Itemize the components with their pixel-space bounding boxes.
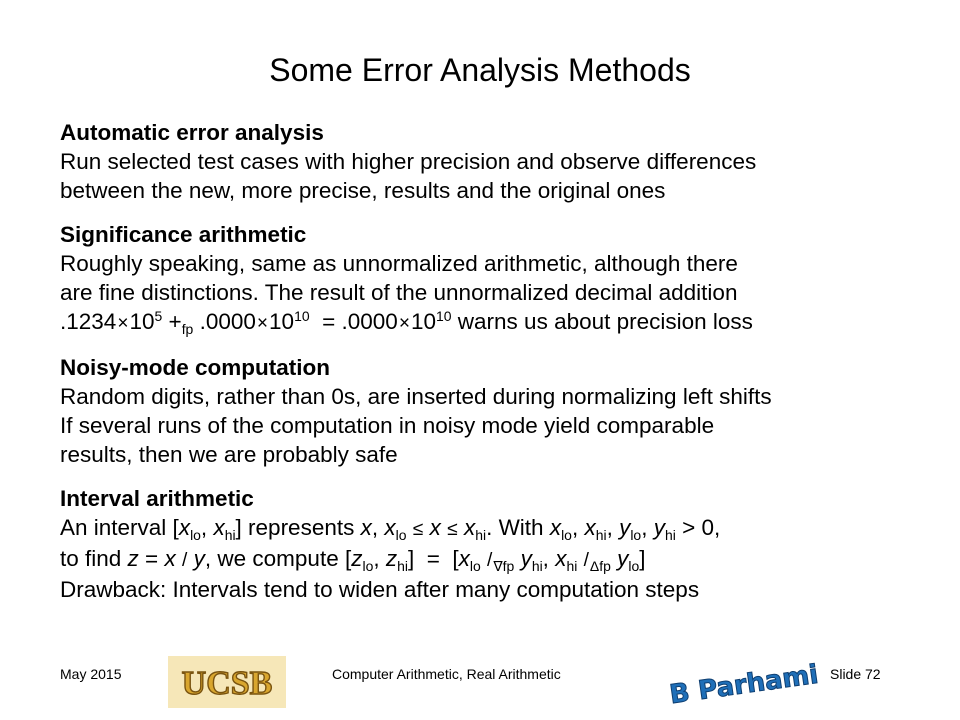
sub-hi: hi [664, 526, 676, 543]
sub-hi: hi [475, 526, 487, 543]
var-x: x [555, 546, 567, 571]
text-fragment: , [606, 515, 620, 540]
text-fragment: An interval [ [60, 515, 179, 540]
author-logo [667, 645, 821, 713]
rounded-down-fp [493, 558, 514, 574]
interval-division-line [60, 544, 920, 575]
sub-lo: lo [469, 557, 481, 574]
text-fragment: , [371, 515, 385, 540]
text-line: Run selected test cases with higher precision and observe differences [60, 149, 757, 174]
times-symbol: × [117, 313, 129, 334]
var-y: y [653, 515, 665, 540]
formula-exponent: 5 [154, 308, 163, 325]
formula-base: 10 [269, 309, 295, 334]
sub-hi: hi [595, 526, 607, 543]
sub-hi: hi [397, 557, 408, 574]
sub-lo: lo [630, 526, 642, 543]
formula-tail: warns us about precision loss [451, 309, 753, 334]
section-heading: Significance arithmetic [60, 222, 307, 247]
var-x: x [360, 515, 372, 540]
sub-hi: hi [566, 557, 578, 574]
slide-title: Some Error Analysis Methods [269, 52, 691, 88]
text-line: If several runs of the computation in noisy mode yield comparable [60, 413, 715, 438]
text-fragment: , [373, 546, 386, 571]
sub-hi: hi [224, 526, 236, 543]
text-fragment: , [641, 515, 654, 540]
var-z: z [351, 546, 363, 571]
section-heading: Automatic error analysis [60, 120, 324, 145]
sub-lo: lo [395, 526, 407, 543]
section-heading: Noisy-mode computation [60, 355, 331, 380]
section-heading: Interval arithmetic [60, 486, 254, 511]
formula-exponent: 10 [294, 308, 310, 325]
sub-lo: lo [362, 557, 374, 574]
interval-definition-line [60, 513, 920, 544]
times-symbol: × [398, 313, 410, 334]
var-x: x [178, 515, 191, 540]
var-y: y [617, 546, 629, 571]
text-fragment: , [200, 515, 214, 540]
var-x: x [213, 515, 225, 540]
author-logo-text: B Parhami [667, 659, 821, 711]
text-fragment: ] = [ [407, 546, 459, 571]
text-fragment: . With [486, 515, 550, 540]
section-noisy-mode-computation [60, 353, 920, 469]
formula-mantissa: .0000 [341, 309, 398, 334]
fp-subscript: fp [502, 557, 515, 574]
ucsb-logo [168, 656, 286, 708]
text-line: Random digits, rather than 0s, are inserted during normalizing left shifts [60, 384, 772, 409]
sub-lo: lo [561, 526, 572, 543]
text-fragment: , we compute [ [204, 546, 352, 571]
sub-lo: lo [628, 557, 640, 574]
text-line: Roughly speaking, same as unnormalized arithmetic, although there [60, 251, 738, 276]
var-x: x [463, 515, 476, 540]
text-fragment: ] [639, 546, 646, 571]
div-symbol: / [176, 550, 193, 571]
text-fragment: ] represents [235, 515, 361, 540]
le-symbol: ≤ [441, 519, 463, 540]
text-fragment: > 0, [675, 515, 721, 540]
var-y: y [520, 546, 532, 571]
footer-slide-number: Slide 72 [830, 666, 881, 682]
section-interval-arithmetic [60, 484, 920, 604]
text-line: Drawback: Intervals tend to widen after many computation steps [60, 577, 700, 602]
text-fragment: = [138, 546, 165, 571]
var-x: x [429, 515, 441, 540]
ucsb-logo-text: UCSB [181, 665, 273, 702]
footer-date: May 2015 [60, 666, 122, 682]
text-line: are fine distinctions. The result of the unnormalized decimal addition [60, 280, 738, 305]
var-x: x [549, 515, 562, 540]
times-symbol: × [256, 313, 269, 334]
section-automatic-error-analysis [60, 118, 920, 205]
formula-exponent: 10 [436, 308, 452, 325]
var-x: x [458, 546, 470, 571]
formula-base: 10 [410, 309, 437, 334]
div-symbol: / [481, 550, 493, 571]
equals-symbol: = [309, 309, 342, 334]
text-line: between the new, more precise, results and the original ones [60, 178, 666, 203]
le-symbol: ≤ [407, 519, 429, 540]
rounded-up-fp [590, 558, 611, 574]
text-line: results, then we are probably safe [60, 442, 398, 467]
sub-lo: lo [190, 526, 201, 543]
formula-mantissa: .0000 [193, 309, 256, 334]
content-area [60, 118, 920, 619]
plus-symbol: + [162, 309, 182, 334]
nabla-symbol: ∇ [493, 557, 503, 574]
fp-subscript: fp [181, 320, 194, 337]
footer-course-title: Computer Arithmetic, Real Arithmetic [332, 666, 561, 682]
formula-mantissa: .1234 [60, 309, 117, 334]
section-significance-arithmetic [60, 220, 920, 338]
div-symbol: / [578, 550, 589, 571]
formula-base: 10 [129, 309, 155, 334]
var-x: x [584, 515, 596, 540]
var-x: x [384, 515, 396, 540]
fp-subscript: fp [599, 557, 611, 574]
var-z: z [385, 546, 398, 571]
text-fragment: to find [60, 546, 128, 571]
sub-hi: hi [531, 557, 543, 574]
text-fragment: , [542, 546, 556, 571]
var-y: y [619, 515, 631, 540]
var-x: x [164, 546, 176, 571]
var-z: z [127, 546, 139, 571]
text-fragment: , [571, 515, 585, 540]
var-y: y [193, 546, 205, 571]
delta-symbol: Δ [589, 557, 600, 574]
formula-line [60, 307, 920, 338]
